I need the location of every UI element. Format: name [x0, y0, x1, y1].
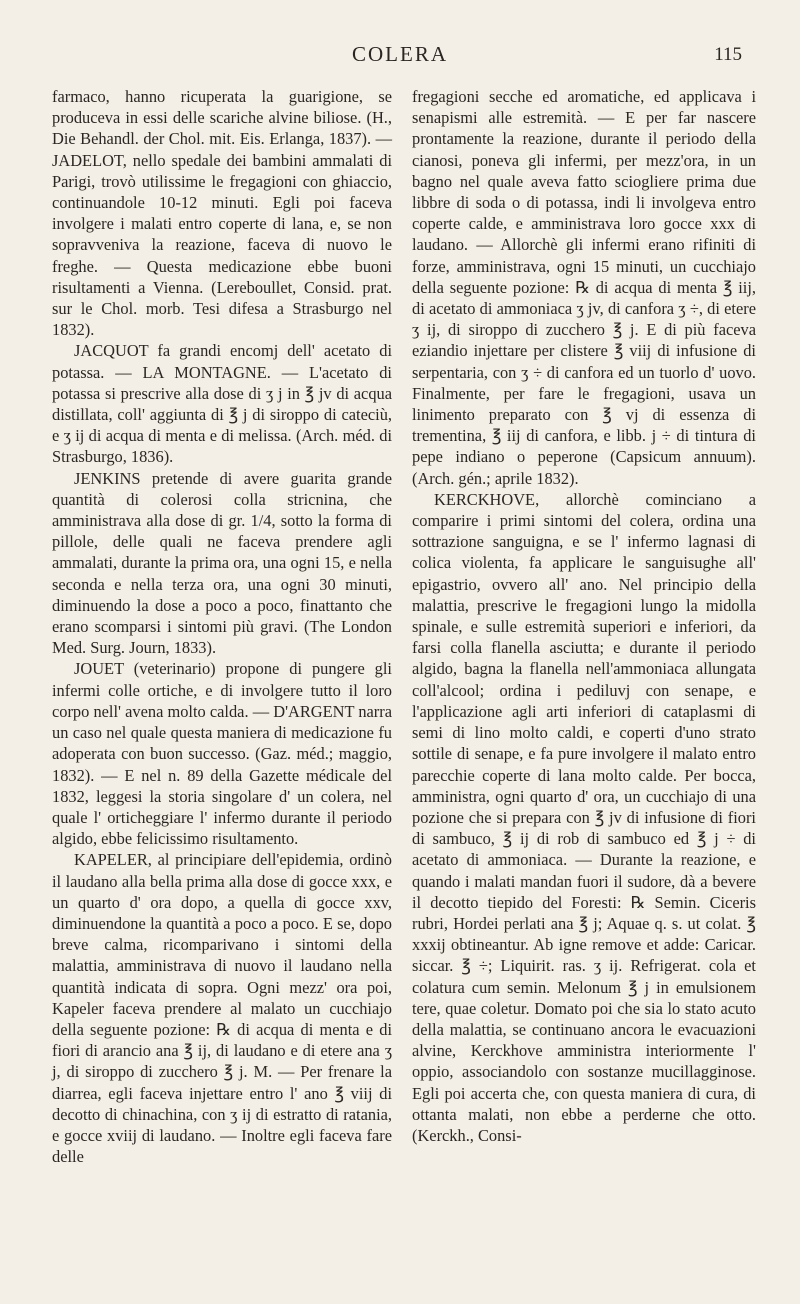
page-number: 115	[714, 44, 742, 65]
paragraph-jacquot: JACQUOT fa grandi encomj dell' acetato di potassa. — LA MONTAGNE. — L'acetato di potassa si prescrive alla dose di ʒ j in ℥ jv di acqua distillata, coll' aggiunta di ℥ j di siroppo di cateciù, e ʒ ij di acqua di menta e di melissa. (Arch. méd. di Strasburgo, 1836).	[52, 341, 392, 467]
paragraph-kerckhove: KERCKHOVE, allorchè cominciano a comparire i primi sintomi del colera, ordina una sottrazione sanguigna, e se l' infermo lagnasi di colica violenta, fa applicare le sanguisughe all' epigastrio, ovvero all' ano. Nel principio della malattia, prescrive le fregagioni lungo la midolla spinale, e sulle estremità superiori e inferiori, da farsi colla flanella asciutta; e durante il periodo algido, bagna la flanella nell'ammoniaca allungata coll'alcool; ordina i pediluvj con senape, e l'applicazione agli arti inferiori di cataplasmi di semi di lino molto caldi, e coperti d'uno strato sottile di senape, e fa pure involgere il malato entro parecchie coperte di lana molto calde. Per bocca, amministra, ogni quarto d' ora, un cucchiajo di una pozione che si prepara con ℥ jv di infusione di fiori di sambuco, ℥ ij di rob di sambuco ed ℥ j ÷ di acetato di ammoniaca. — Durante la reazione, e quando i malati mandan fuori il sudore, dà a bevere il decotto tiepido del Foresti: ℞ Semin. Ciceris rubri, Hordei perlati ana ℥ j; Aquae q. s. ut colat. ℥ xxxij obtineantur. Ab igne remove et adde: Caricar. siccar. ℥ ÷; Liquirit. ras. ʒ ij. Refrigerat. cola et colatura cum semin. Melonum ℥ j in emulsionem tere, quae coletur. Domato poi che sia lo stato acuto della malattia, se continuano ancora le evacuazioni alvine, Kerckhove amministra interiormente l' oppio, associandolo con sostanze mucillagginose. Egli poi accerta che, con questa maniera di cura, di ottanta malati, non ebbe a perderne che otto. (Kerckh., Consi-	[412, 489, 756, 1145]
paragraph-farmaco-jadelot: farmaco, hanno ricuperata la guarigione, se produceva in essi delle scariche alvine biliose. (H., Die Behandl. der Chol. mit. Eis. Erlanga, 1837). — JADELOT, nello spedale dei bambini ammalati di Parigi, trovò utilissime le fregagioni con ghiaccio, continuandole 10-12 minuti. Egli poi faceva involgere i malati entro coperte di lana, e, se non sopravveniva la reazione, faceva di nuovo le freghe. — Questa medicazione ebbe buoni risultamenti a Vienna. (Lereboullet, Consid. prat. sur le Chol. morb. Tesi difesa a Strasburgo nel 1832).	[52, 87, 392, 340]
page-header	[0, 42, 800, 72]
paragraph-kapeler: KAPELER, al principiare dell'epidemia, ordinò il laudano alla bella prima alla dose di gocce xxx, e un quarto d' ora dopo, a quella di gocce xxv, diminuendone la quantità a poco a poco. E se, dopo breve calma, ricomparivano i sintomi della malattia, amministrava di nuovo il laudano nella quantità indicata di sopra. Ogni mezz' ora poi, Kapeler faceva prendere al malato un cucchiajo della seguente pozione: ℞ di acqua di menta e di fiori di arancio ana ℥ ij, di laudano e di etere ana ʒ j, di siroppo di zucchero ℥ j. M. — Per frenare la diarrea, egli faceva injettare entro l' ano ℥ viij di decotto di chinachina, con ʒ ij di estratto di ratania, e gocce xviij di laudano. — Inoltre egli faceva fare delle	[52, 850, 392, 1167]
running-title: COLERA	[352, 42, 448, 66]
paragraph-jenkins: JENKINS pretende di avere guarita grande quantità di colerosi colla stricnina, che amministrava alla dose di gr. 1/4, sotto la forma di pillole, delle quali ne faceva prendere agli ammalati, durante la prima ora, una ogni 15, e nella seconda e nella terza ora, una ogni 30 minuti, diminuendo la dose a poco a poco, finattanto che erano scomparsi i sintomi più gravi. (The London Med. Surg. Journ, 1833).	[52, 468, 392, 658]
paragraph-jouet: JOUET (veterinario) propone di pungere gli infermi colle ortiche, e di involgere tutto il loro corpo nell' avena molto calda. — D'ARGENT narra un caso nel quale questa maniera di medicazione fu adoperata con buon successo. (Gaz. méd.; maggio, 1832). — E nel n. 89 della Gazette médicale del 1832, leggesi la storia singolare d' un colera, nel quale l' orticheggiare l' infermo durante il periodo algido, ebbe felicissimo risultamento.	[52, 659, 392, 849]
right-column	[412, 86, 756, 1146]
left-column	[52, 86, 392, 1167]
paragraph-fregagioni: fregagioni secche ed aromatiche, ed applicava i senapismi alle estremità. — E per far nascere prontamente la reazione, durante il periodo della cianosi, poneva gli infermi, per mezz'ora, in un bagno nel quale aveva fatto sciogliere prima due libbre di soda o di potassa, indi li involgeva entro coperte calde, e amministrava loro gocce xxx di laudano. — Allorchè gli infermi erano rifiniti di forze, amministrava, ogni 15 minuti, un cucchiajo della seguente pozione: ℞ di acqua di menta ℥ iij, di acetato di ammoniaca ʒ jv, di canfora ʒ ÷, di etere ʒ ij, di siroppo di zucchero ℥ j. E di più faceva eziandio injettare per clistere ℥ viij di infusione di serpentaria, con ʒ ÷ di canfora ed un tuorlo d' uovo. Finalmente, per fare le fregagioni, usava un linimento preparato con ℥ vj di essenza di trementina, ℥ iij di canfora, e libb. j ÷ di tintura di pepe indiano o peperone (Capsicum annuum). (Arch. gén.; aprile 1832).	[412, 87, 756, 488]
